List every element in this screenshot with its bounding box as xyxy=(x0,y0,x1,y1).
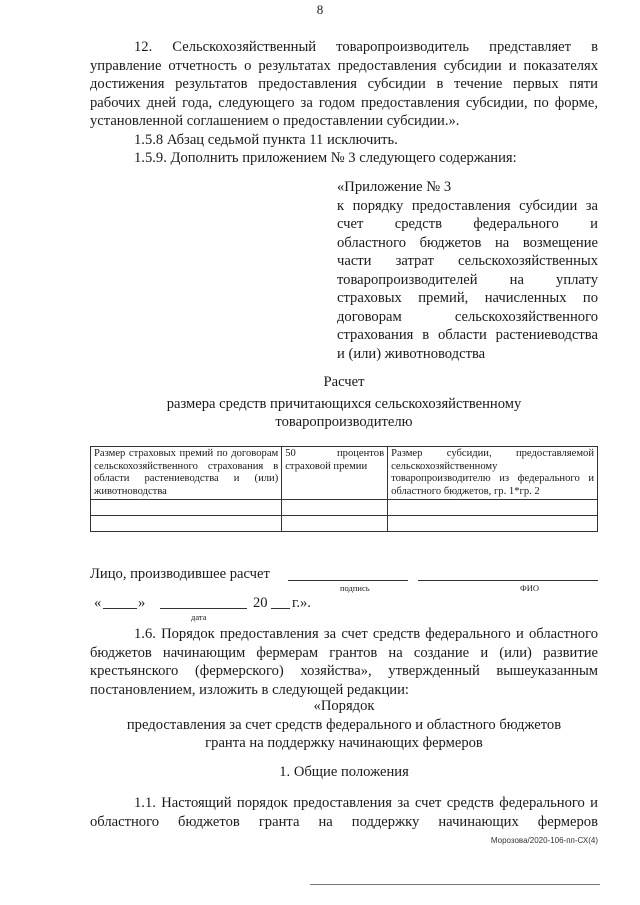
item-1-1-block xyxy=(90,794,598,831)
fio-line xyxy=(418,580,598,581)
date-year-prefix: 20 xyxy=(253,595,268,611)
date-close-quote: » xyxy=(138,595,146,611)
table-cell xyxy=(388,500,598,516)
item-1-6-paragraph: 1.6. Порядок предоставления за счет средств федерального и областного бюджетов начинающим фермерам грантов на создание и (или) развитие крестьянского (фермерского) хозяйства», утвержденный вышеуказанным постановлением, изложить в следующей редакции: xyxy=(90,626,598,698)
table-header-text: 50 процентов страховой премии xyxy=(285,448,385,472)
table-header-cell xyxy=(91,447,282,500)
calc-subtitle-line-2: товаропроизводителю xyxy=(275,414,413,430)
date-year-suffix: г.». xyxy=(292,595,311,611)
appendix-line: к порядку предоставления субсидии за xyxy=(337,197,598,214)
table-cell xyxy=(91,516,282,532)
table-cell xyxy=(91,500,282,516)
table-header-row xyxy=(91,447,598,500)
appendix-line: счет средств федерального и xyxy=(337,216,598,232)
calc-title: Расчет xyxy=(323,374,365,390)
appendix-line: областного бюджетов на возмещение xyxy=(337,234,598,251)
date-year-line xyxy=(271,608,290,609)
table-header-cell xyxy=(282,447,388,500)
caption-fio: ФИО xyxy=(520,583,539,593)
appendix-line: и (или) животноводства xyxy=(337,345,486,362)
table-row xyxy=(91,516,598,532)
table-cell xyxy=(388,516,598,532)
appendix-line: части затрат сельскохозяйственных xyxy=(337,253,598,269)
appendix-header xyxy=(337,178,598,363)
date-day-line xyxy=(103,608,137,609)
bottom-divider xyxy=(310,884,600,885)
calc-table xyxy=(90,446,598,532)
signature-line xyxy=(288,580,408,581)
order-title-1: «Порядок xyxy=(313,698,375,714)
page-number: 8 xyxy=(316,2,324,17)
order-title-3: гранта на поддержку начинающих фермеров xyxy=(205,735,483,751)
appendix-line: страхования в области растениеводства xyxy=(337,327,598,343)
appendix-line: товаропроизводителей на уплату xyxy=(337,271,598,288)
date-month-line xyxy=(160,608,247,609)
table-header-text: Размер страховых премий по договорам сельскохозяйственного страхования в области растениеводства и (или) животноводства xyxy=(94,448,279,497)
table-cell xyxy=(282,516,388,532)
caption-signature: подпись xyxy=(340,583,370,593)
signature-label: Лицо, производившее расчет xyxy=(90,566,270,582)
table-cell xyxy=(282,500,388,516)
table-header-text: Размер субсидии, предоставляемой сельскохозяйственному товаропроизводителю из федерального и областного бюджетов, гр. 1*гр. 2 xyxy=(391,448,594,497)
appendix-line: страховых премий, начисленных по xyxy=(337,290,598,306)
item-1-6-block xyxy=(90,625,598,699)
appendix-line: «Приложение № 3 xyxy=(337,179,452,195)
clause-12-block xyxy=(90,38,598,168)
date-open-quote: « xyxy=(94,595,102,611)
table-header-cell xyxy=(388,447,598,500)
section-1-title: 1. Общие положения xyxy=(279,764,409,780)
appendix-line: договорам сельскохозяйственного xyxy=(337,308,598,325)
item-1-5-8: 1.5.8 Абзац седьмой пункта 11 исключить. xyxy=(134,131,398,148)
calc-subtitle-line-1: размера средств причитающихся сельскохозяйственному xyxy=(166,396,522,412)
item-1-1-paragraph: 1.1. Настоящий порядок предоставления за счет средств федерального и областного бюджетов гранта на поддержку начинающих фермеров xyxy=(90,795,598,830)
item-1-5-9: 1.5.9. Дополнить приложением № 3 следующего содержания: xyxy=(134,150,517,166)
clause-12-paragraph: 12. Сельскохозяйственный товаропроизводитель представляет в управление отчетность о результатах предоставления субсидии и показателях достижения результатов предоставления субсидии в течение первых пяти рабочих дней года, следующего за годом предоставления субсидии, по форме, установленной соглашением о предоставлении субсидии.». xyxy=(90,39,598,129)
caption-date: дата xyxy=(191,612,207,622)
footer-reference: Морозова/2020-106-пп-СХ(4) xyxy=(490,836,598,845)
table-row xyxy=(91,500,598,516)
order-title-2: предоставления за счет средств федерального и областного бюджетов xyxy=(126,717,562,733)
